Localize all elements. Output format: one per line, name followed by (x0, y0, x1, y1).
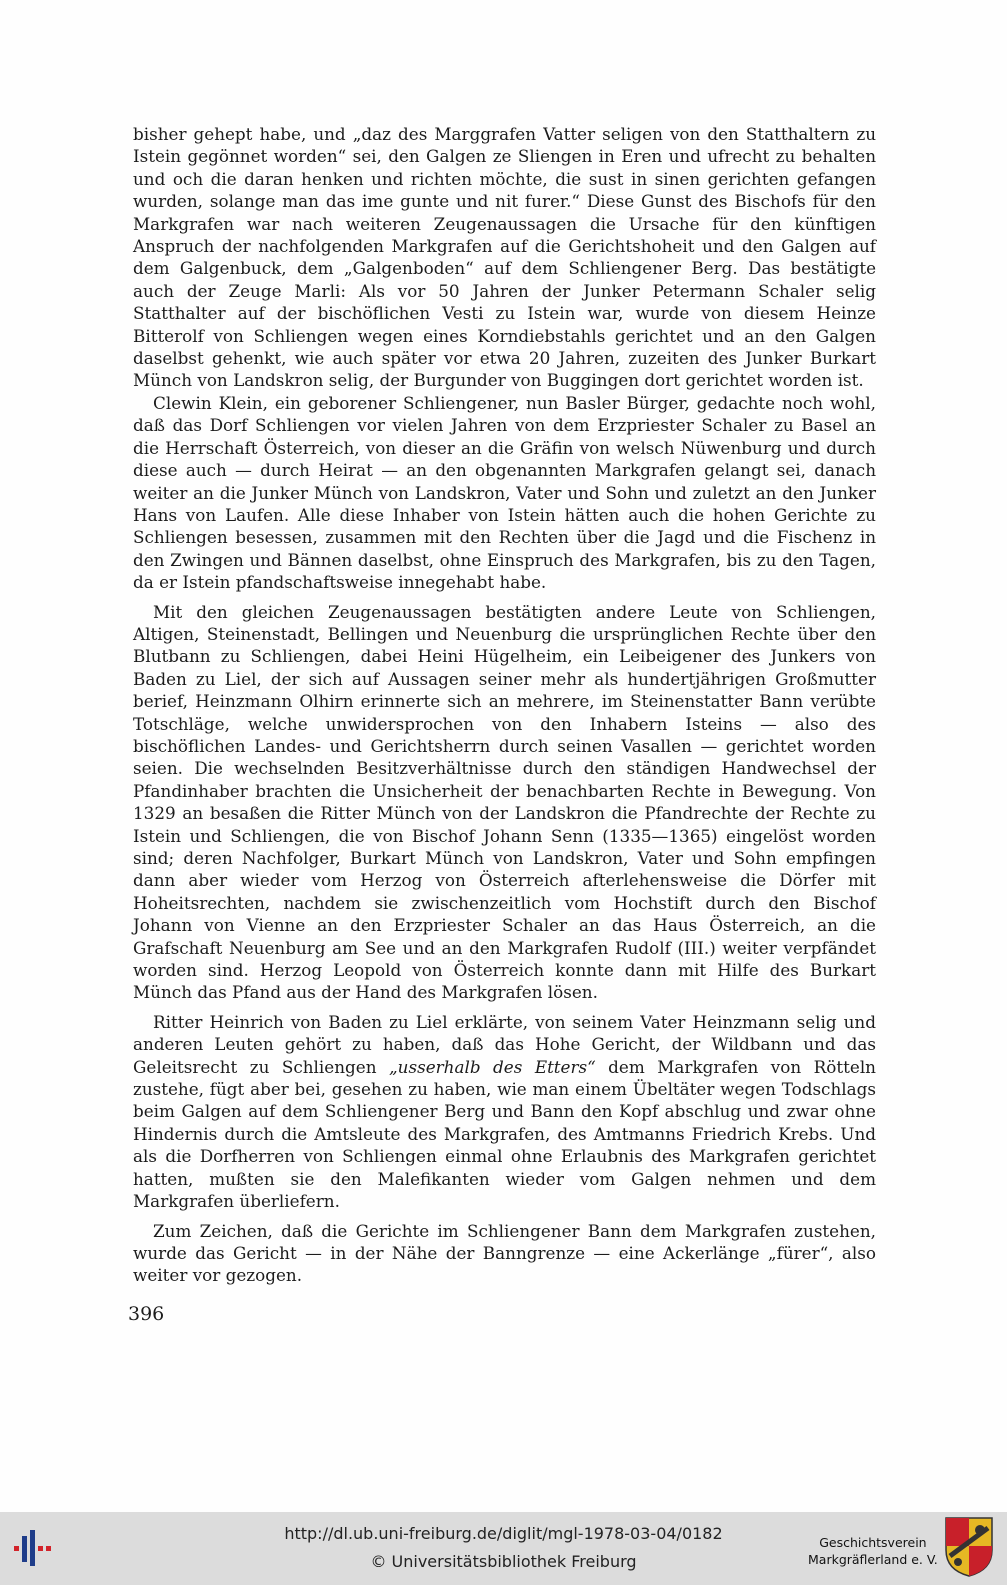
paragraph-4-part-1: Ritter Heinrich von Baden zu Liel erklärte, von seinem Vater Heinzmann selig und anderen Leuten gehört zu haben, daß das Hohe Gericht, der Wildbann und das Geleitsrecht zu Schliengen (133, 1011, 876, 1077)
coat-of-arms-icon (944, 1516, 994, 1578)
org-name-line-2: Markgräflerland e. V. (808, 1552, 938, 1567)
footer-organization (808, 1534, 938, 1568)
paragraph-1: bisher gehept habe, und „daz des Marggrafen Vatter seligen von den Statthaltern zu Istein gegönnet worden“ sei, den Galgen ze Sliengen in Eren und ufrecht zu behalten und och die daran henken und richten möchte, die sust in sinen gerichten gefangen wurden, solange man das ime gunte und nit furer.“ Diese Gunst des Bischofs für den Markgrafen war nach weiteren Zeugenaussagen die Ursache für den künftigen Anspruch der nachfolgenden Markgrafen auf die Gerichtshoheit und den Galgen auf dem Galgenbuck, dem „Galgenboden“ auf dem Schliengener Berg. Das bestätigte auch der Zeuge Marli: Als vor 50 Jahren der Junker Petermann Schaler selig Statthalter auf der bischöflichen Vesti zu Istein war, wurde von diesem Heinze Bitterolf von Schliengen wegen eines Korndiebstahls gerichtet und an den Galgen daselbst gehenkt, wie auch später vor etwa 20 Jahren, zuzeiten des Junker Burkart Münch von Landskron selig, der Burgunder von Buggingen dort gerichtet worden ist. (133, 124, 876, 391)
paragraph-4 (133, 1011, 876, 1213)
paragraph-4-part-2: dem Markgrafen von Rötteln zustehe, fügt aber bei, gesehen zu haben, wie man einem Übeltäter wegen Todschlags beim Galgen auf dem Schliengener Berg und Bann den Kopf abschlug und zwar ohne Hindernis durch die Amtsleute des Markgrafen, des Amtmanns Friedrich Krebs. Und als die Dorfherren von Schliengen einmal ohne Erlaubnis des Markgrafen gerichtet hatten, mußten sie den Malefikanten wieder vom Galgen nehmen und dem Markgrafen überliefern. (133, 1056, 876, 1212)
paragraph-2: Clewin Klein, ein geborener Schliengener, nun Basler Bürger, gedachte noch wohl, daß das Dorf Schliengen vor vielen Jahren von dem Erzpriester Schaler zu Basel an die Herrschaft Österreich, von dieser an die Gräfin von welsch Nüwenburg und durch diese auch — durch Heirat — an den obgenannten Markgrafen gelangt sei, danach weiter an die Junker Münch von Landskron, Vater und Sohn und zuletzt an den Junker Hans von Laufen. Alle diese Inhaber von Istein hätten auch die hohen Gerichte zu Schliengen besessen, zusammen mit den Rechten über die Jagd und die Fischenz in den Zwingen und Bännen daselbst, ohne Einspruch des Markgrafen, bis zu den Tagen, da er Istein pfandschaftsweise innegehabt habe. (133, 392, 876, 593)
page-number: 396 (128, 1303, 165, 1325)
paragraph-5: Zum Zeichen, daß die Gerichte im Schliengener Bann dem Markgrafen zustehen, wurde das Gericht — in der Nähe der Banngrenze — eine Ackerlänge „fürer“, also weiter vor gezogen. (133, 1220, 876, 1286)
paragraph-3: Mit den gleichen Zeugenaussagen bestätigten andere Leute von Schliengen, Altigen, Steinenstadt, Bellingen und Neuenburg die ursprünglichen Rechte über den Blutbann zu Schliengen, dabei Heini Hügelheim, ein Leibeigener des Junkers von Baden zu Liel, der sich auf Aussagen seiner mehr als hundertjährigen Großmutter berief, Heinzmann Olhirn erinnerte sich an mehrere, im Steinenstatter Bann verübte Totschläge, welche unwidersprochen von den Inhabern Isteins — also des bischöflichen Landes- und Gerichtsherrn durch seinen Vasallen — gerichtet worden seien. Die wechselnden Besitzverhältnisse durch den ständigen Handwechsel der Pfandinhaber brachten die Unsicherheit der benachbarten Rechte in Bewegung. Von 1329 an besaßen die Ritter Münch von der Landskron die Pfandrechte der Rechte zu Istein und Schliengen, die von Bischof Johann Senn (1335—1365) eingelöst worden sind; deren Nachfolger, Burkart Münch von Landskron, Vater und Sohn empfingen dann aber wieder vom Herzog von Österreich afterlehensweise die Dörfer mit Hoheitsrechten, nachdem sie zwischenzeitlich vom Hochstift durch den Bischof Johann von Vienne an den Erzpriester Schaler an das Haus Österreich, an die Grafschaft Neuenburg am See und an den Markgrafen Rudolf (III.) weiter verpfändet worden sind. Herzog Leopold von Österreich konnte dann mit Hilfe des Burkart Münch das Pfand aus der Hand des Markgrafen lösen. (133, 601, 876, 1003)
footer-url-link[interactable]: http://dl.ub.uni-freiburg.de/diglit/mgl-1978-03-04/0182 (284, 1524, 723, 1543)
body-text (133, 123, 876, 1287)
italic-quote: „usserhalb des Etters“ (388, 1056, 596, 1077)
footer-copyright: © Universitätsbibliothek Freiburg (370, 1552, 637, 1571)
footer-bar (0, 1512, 1007, 1585)
org-name-line-1: Geschichtsverein (819, 1535, 927, 1550)
